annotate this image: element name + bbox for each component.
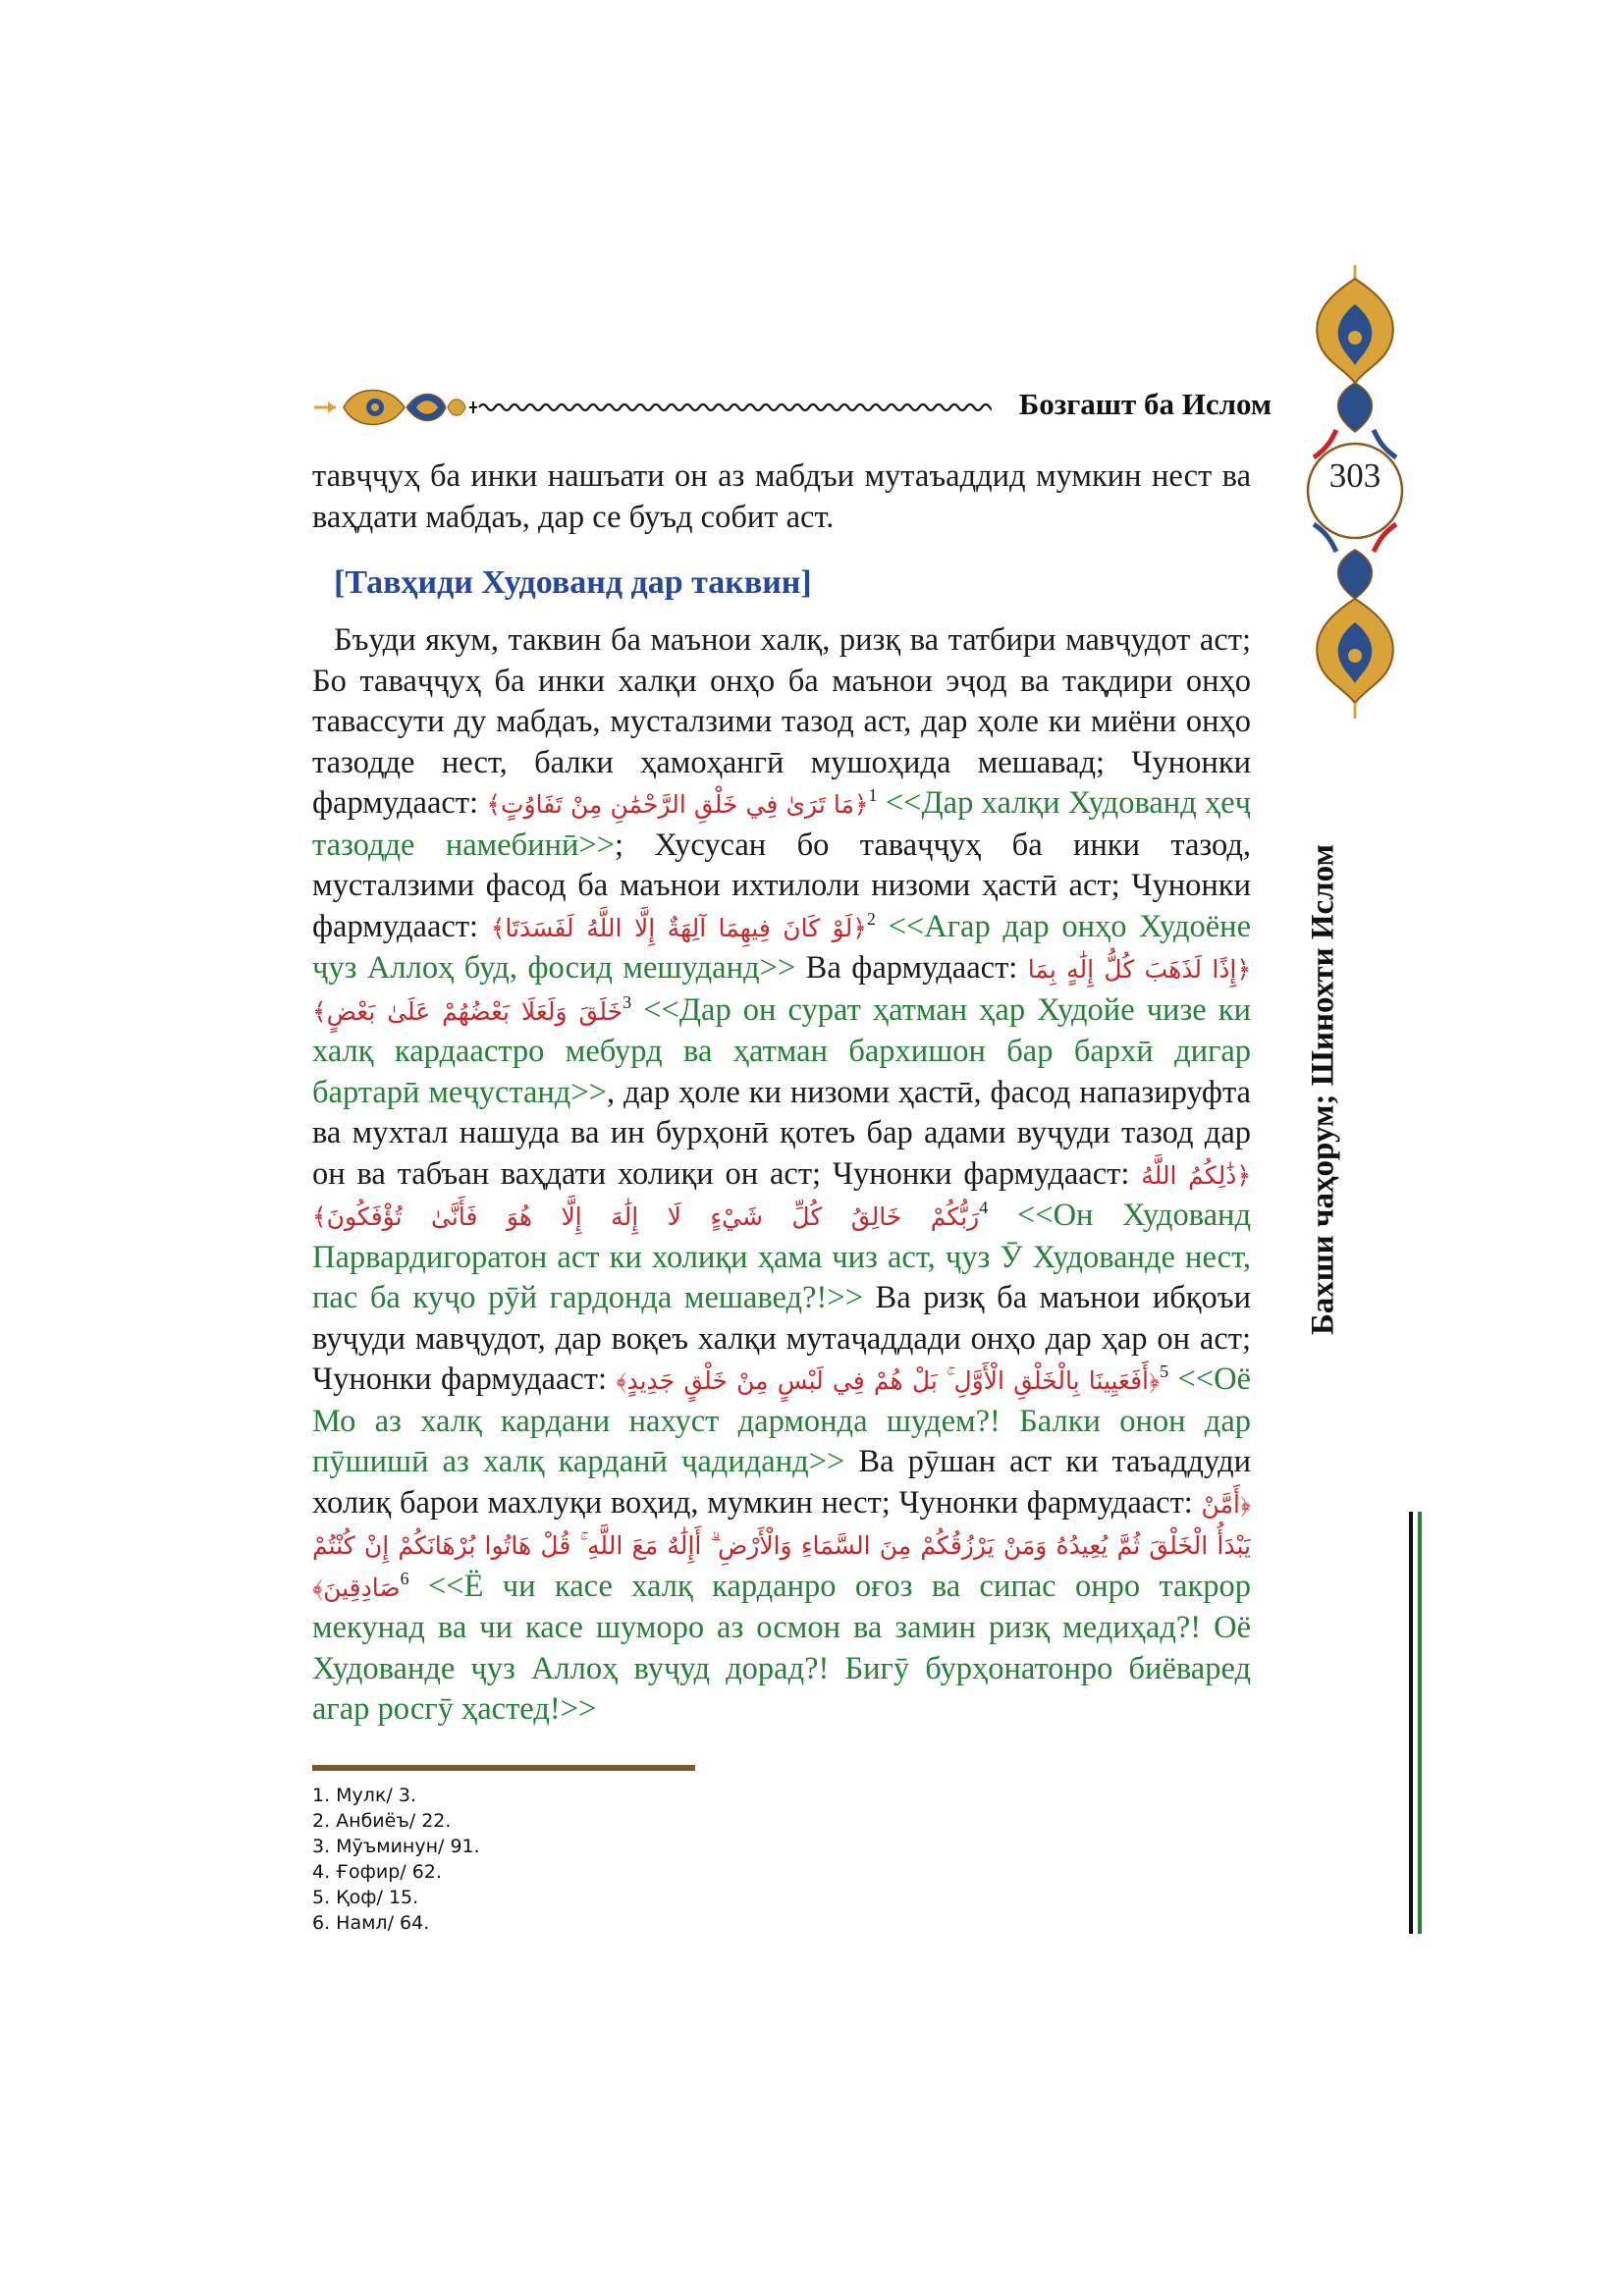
footnote-item: 1. Мулк/ 3. bbox=[312, 1785, 416, 1806]
verse-translation-6: <<Ё чи касе халқ карданро оғоз ва сипас онро такрор мекунад ва чи касе шуморо аз осмон ва замин ризқ медиҳад?! Оё Худованде ҷуз Аллоҳ вуҷуд дорад?! Бигӯ бурҳонатонро биёваред агар росгӯ ҳастед!>> bbox=[312, 1568, 1252, 1727]
side-section-title bbox=[1294, 677, 1353, 1502]
footnote-ref-5: 5 bbox=[1160, 1362, 1169, 1382]
footnote-item: 4. Ғофир/ 62. bbox=[312, 1861, 442, 1883]
header-ornament-icon bbox=[314, 385, 992, 430]
verse-translation-5: <<Оё Мо аз халқ кардани нахуст дармонда шудем?! Балки онон дар пӯшишӣ аз халқ карданӣ ҷадиданд>> bbox=[312, 1362, 1251, 1479]
body-text bbox=[312, 620, 1251, 1731]
footnote-ref-2: 2 bbox=[866, 908, 876, 929]
page-number: 303 bbox=[1328, 456, 1381, 495]
footnote-ref-6: 6 bbox=[400, 1568, 409, 1588]
quran-verse-2: ﴿لَوْ كَانَ فِيهِمَا آلِهَةٌ إِلَّا اللَّهُ لَفَسَدَتَا﴾ bbox=[490, 913, 867, 942]
body-text-4: , дар ҳоле ки низоми ҳастӣ, фасод напазируфта ва мухтал нашуда ва ин бурҳонӣ қотеъ бар адами вуҷуди тазод дар он ва табъан ваҳдати холиқи он аст; Чунонки фармудааст: bbox=[312, 1074, 1251, 1192]
section-heading: [Тавҳиди Худованд дар таквин] bbox=[334, 564, 812, 601]
footnote-divider bbox=[312, 1765, 695, 1771]
running-header bbox=[314, 385, 1272, 434]
footnotes bbox=[312, 1783, 480, 1936]
section-title-text: Бахши чаҳорум; Шинохти Ислом bbox=[1305, 843, 1341, 1336]
footnote-ref-1: 1 bbox=[868, 785, 878, 806]
body-text-1: Бъуди якум, таквин ба маънои халқ, ризқ ва татбири мавҷудот аст; Бо таваҷҷуҳ ба инки халқи онҳо ба маънои эҷод ва тақдири онҳо тавассути ду мабдаъ, мусталзими тазод аст, дар ҳоле ки миёни онҳо тазодде нест, балки ҳамоҳангӣ мушоҳида мешавад; Чунонки фармудааст: bbox=[312, 622, 1251, 821]
footnote-item: 2. Анбиёъ/ 22. bbox=[312, 1810, 452, 1832]
body-text-3: Ва фармудааст: bbox=[795, 950, 1018, 986]
quran-verse-4: ﴿ذَٰلِكُمُ اللَّهُ رَبُّكُمْ خَالِقُ كُلِّ شَيْءٍ لَا إِلَٰهَ إِلَّا هُوَ فَأَنَّىٰ تُؤْفَكُونَ﴾ bbox=[312, 1160, 1251, 1231]
footnote-ref-4: 4 bbox=[979, 1198, 989, 1218]
body-text-6: Ва рӯшан аст ки таъаддуди холиқ барои махлуқи воҳид, мумкин нест; Чунонки фармудааст: bbox=[312, 1444, 1251, 1521]
body-text-5: Ва ризқ ба маънои ибқоъи вуҷуди мавҷудот, дар воқеъ халқи мутаҷаддади онҳо дар ҳар он аст; Чунонки фармудааст: bbox=[312, 1280, 1251, 1397]
verse-translation-2: <<Агар дар онҳо Худоёне ҷуз Аллоҳ буд, фосид мешуданд>> bbox=[312, 908, 1251, 986]
quran-verse-6: ﴿أَمَّنْ يَبْدَأُ الْخَلْقَ ثُمَّ يُعِيدُهُ وَمَنْ يَرْزُقُكُمْ مِنَ السَّمَاءِ وَالْأَرْضِ ۗ أَإِلَٰهٌ مَعَ اللَّهِ ۚ قُلْ هَاتُوا بُرْهَانَكُمْ إِنْ كُنْتُمْ صَادِقِينَ﴾ bbox=[312, 1489, 1251, 1602]
quran-verse-3: ﴿إِذًا لَذَهَبَ كُلُّ إِلَٰهٍ بِمَا خَلَقَ وَلَعَلَا بَعْضُهُمْ عَلَىٰ بَعْضٍ﴾ bbox=[312, 955, 1251, 1026]
verse-translation-3: <<Дар он сурат ҳатман ҳар Худойе чизе ки халқ кардаастро мебурд ва ҳатман бархишон бар бархӣ дигар бартарӣ меҷустанд>> bbox=[312, 991, 1251, 1110]
footnote-ref-3: 3 bbox=[623, 991, 632, 1012]
lead-paragraph: тавҷҷуҳ ба инки нашъати он аз мабдъи мутаъаддид мумкин нест ва ваҳдати мабдаъ, дар се буъд собит аст. bbox=[312, 458, 1251, 535]
body-paragraph bbox=[312, 620, 1251, 1731]
quran-verse-5: ﴿أَفَعَيِينَا بِالْخَلْقِ الْأَوَّلِ ۚ بَلْ هُمْ فِي لَبْسٍ مِنْ خَلْقٍ جَدِيدٍ﴾ bbox=[616, 1366, 1161, 1395]
running-title: Бозгашт ба Ислом bbox=[1018, 387, 1272, 421]
verse-translation-1: <<Дар халқи Худованд ҳеҷ тазодде намебинӣ>> bbox=[312, 785, 1252, 863]
body-text-2: ; Хусусан бо таваҷҷуҳ ба инки тазод, мусталзими фасод ба маънои ихтилоли низоми ҳастӣ аст; Чунонки фармудааст: bbox=[312, 827, 1251, 944]
footnote-item: 5. Қоф/ 15. bbox=[312, 1887, 419, 1908]
footnote-item: 6. Намл/ 64. bbox=[312, 1912, 430, 1934]
verse-translation-4: <<Он Худованд Парвардигоратон аст ки холиқи ҳама чиз аст, ҷуз Ӯ Худованде нест, пас ба куҷо рӯй гардонда мешавед?!>> bbox=[312, 1198, 1251, 1315]
footnote-item: 3. Мӯъминун/ 91. bbox=[312, 1836, 480, 1857]
quran-verse-1: ﴿مَا تَرَىٰ فِي خَلْقِ الرَّحْمَٰنِ مِنْ تَفَاوُتٍ﴾ bbox=[486, 790, 869, 819]
